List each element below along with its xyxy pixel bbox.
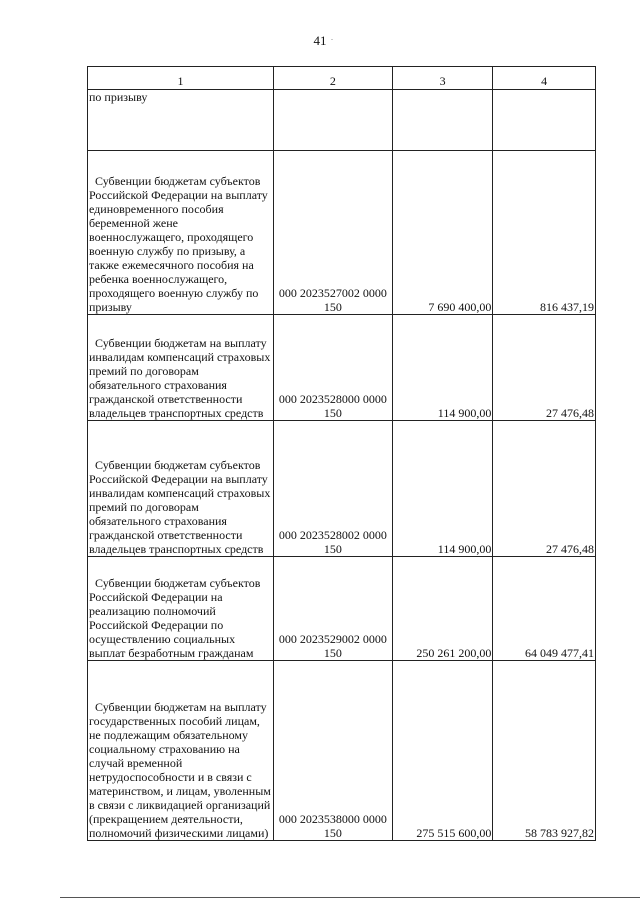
table-row	[88, 315, 596, 421]
table-row	[88, 557, 596, 661]
budget-table	[87, 66, 596, 841]
row-value-4: 58 783 927,82	[493, 661, 596, 841]
table-header-row	[88, 67, 596, 90]
row-name	[88, 151, 274, 315]
row-code: 000 2023528002 0000 150	[273, 421, 392, 557]
table-row	[88, 90, 596, 151]
scan-mark: .	[331, 33, 333, 42]
row-name	[88, 421, 274, 557]
row-code: 000 2023538000 0000 150	[273, 661, 392, 841]
table-row	[88, 421, 596, 557]
row-name: по призыву	[88, 90, 274, 151]
page-number: 41	[313, 33, 327, 48]
row-name	[88, 315, 274, 421]
page-bottom-edge	[60, 897, 640, 898]
row-value-3: 250 261 200,00	[392, 557, 493, 661]
row-value-3	[392, 90, 493, 151]
row-name-text: Субвенции бюджетам на выплату инвалидам компенсаций страховых премий по договорам обязательного страхования гражданской ответственности владельцев транспортных средств	[89, 336, 271, 420]
row-value-3: 7 690 400,00	[392, 151, 493, 315]
table-row	[88, 151, 596, 315]
row-code: 000 2023528000 0000 150	[273, 315, 392, 421]
row-name	[88, 557, 274, 661]
row-name-text: Субвенции бюджетам субъектов Российской Федерации на реализацию полномочий Российской Федерации по осуществлению социальных выплат безработным гражданам	[89, 576, 261, 660]
row-value-3: 275 515 600,00	[392, 661, 493, 841]
column-header-4: 4	[493, 67, 596, 90]
row-value-3: 114 900,00	[392, 421, 493, 557]
column-header-2: 2	[273, 67, 392, 90]
table-row	[88, 661, 596, 841]
row-name-text: Субвенции бюджетам субъектов Российской Федерации на выплату инвалидам компенсаций страховых премий по договорам обязательного страхования гражданской ответственности владельцев транспортных средств	[89, 458, 271, 556]
row-name-text: Субвенции бюджетам субъектов Российской Федерации на выплату единовременного пособия беременной жене военнослужащего, проходящего военную службу по призыву, а также ежемесячного пособия на ребенка военнослужащего, проходящего военную службу по призыву	[89, 174, 268, 314]
row-name-text: Субвенции бюджетам на выплату государственных пособий лицам, не подлежащим обязательному социальному страхованию на случай временной нетрудоспособности и в связи с материнством, и лицам, уволенным в связи с ликвидацией организаций (прекращением деятельности, полномочий физическими лицами)	[89, 700, 271, 840]
row-value-4: 816 437,19	[493, 151, 596, 315]
row-name	[88, 661, 274, 841]
row-code	[273, 90, 392, 151]
row-code: 000 2023529002 0000 150	[273, 557, 392, 661]
column-header-3: 3	[392, 67, 493, 90]
row-code: 000 2023527002 0000 150	[273, 151, 392, 315]
row-value-4	[493, 90, 596, 151]
row-value-3: 114 900,00	[392, 315, 493, 421]
column-header-1: 1	[88, 67, 274, 90]
row-value-4: 27 476,48	[493, 421, 596, 557]
row-value-4: 27 476,48	[493, 315, 596, 421]
row-value-4: 64 049 477,41	[493, 557, 596, 661]
